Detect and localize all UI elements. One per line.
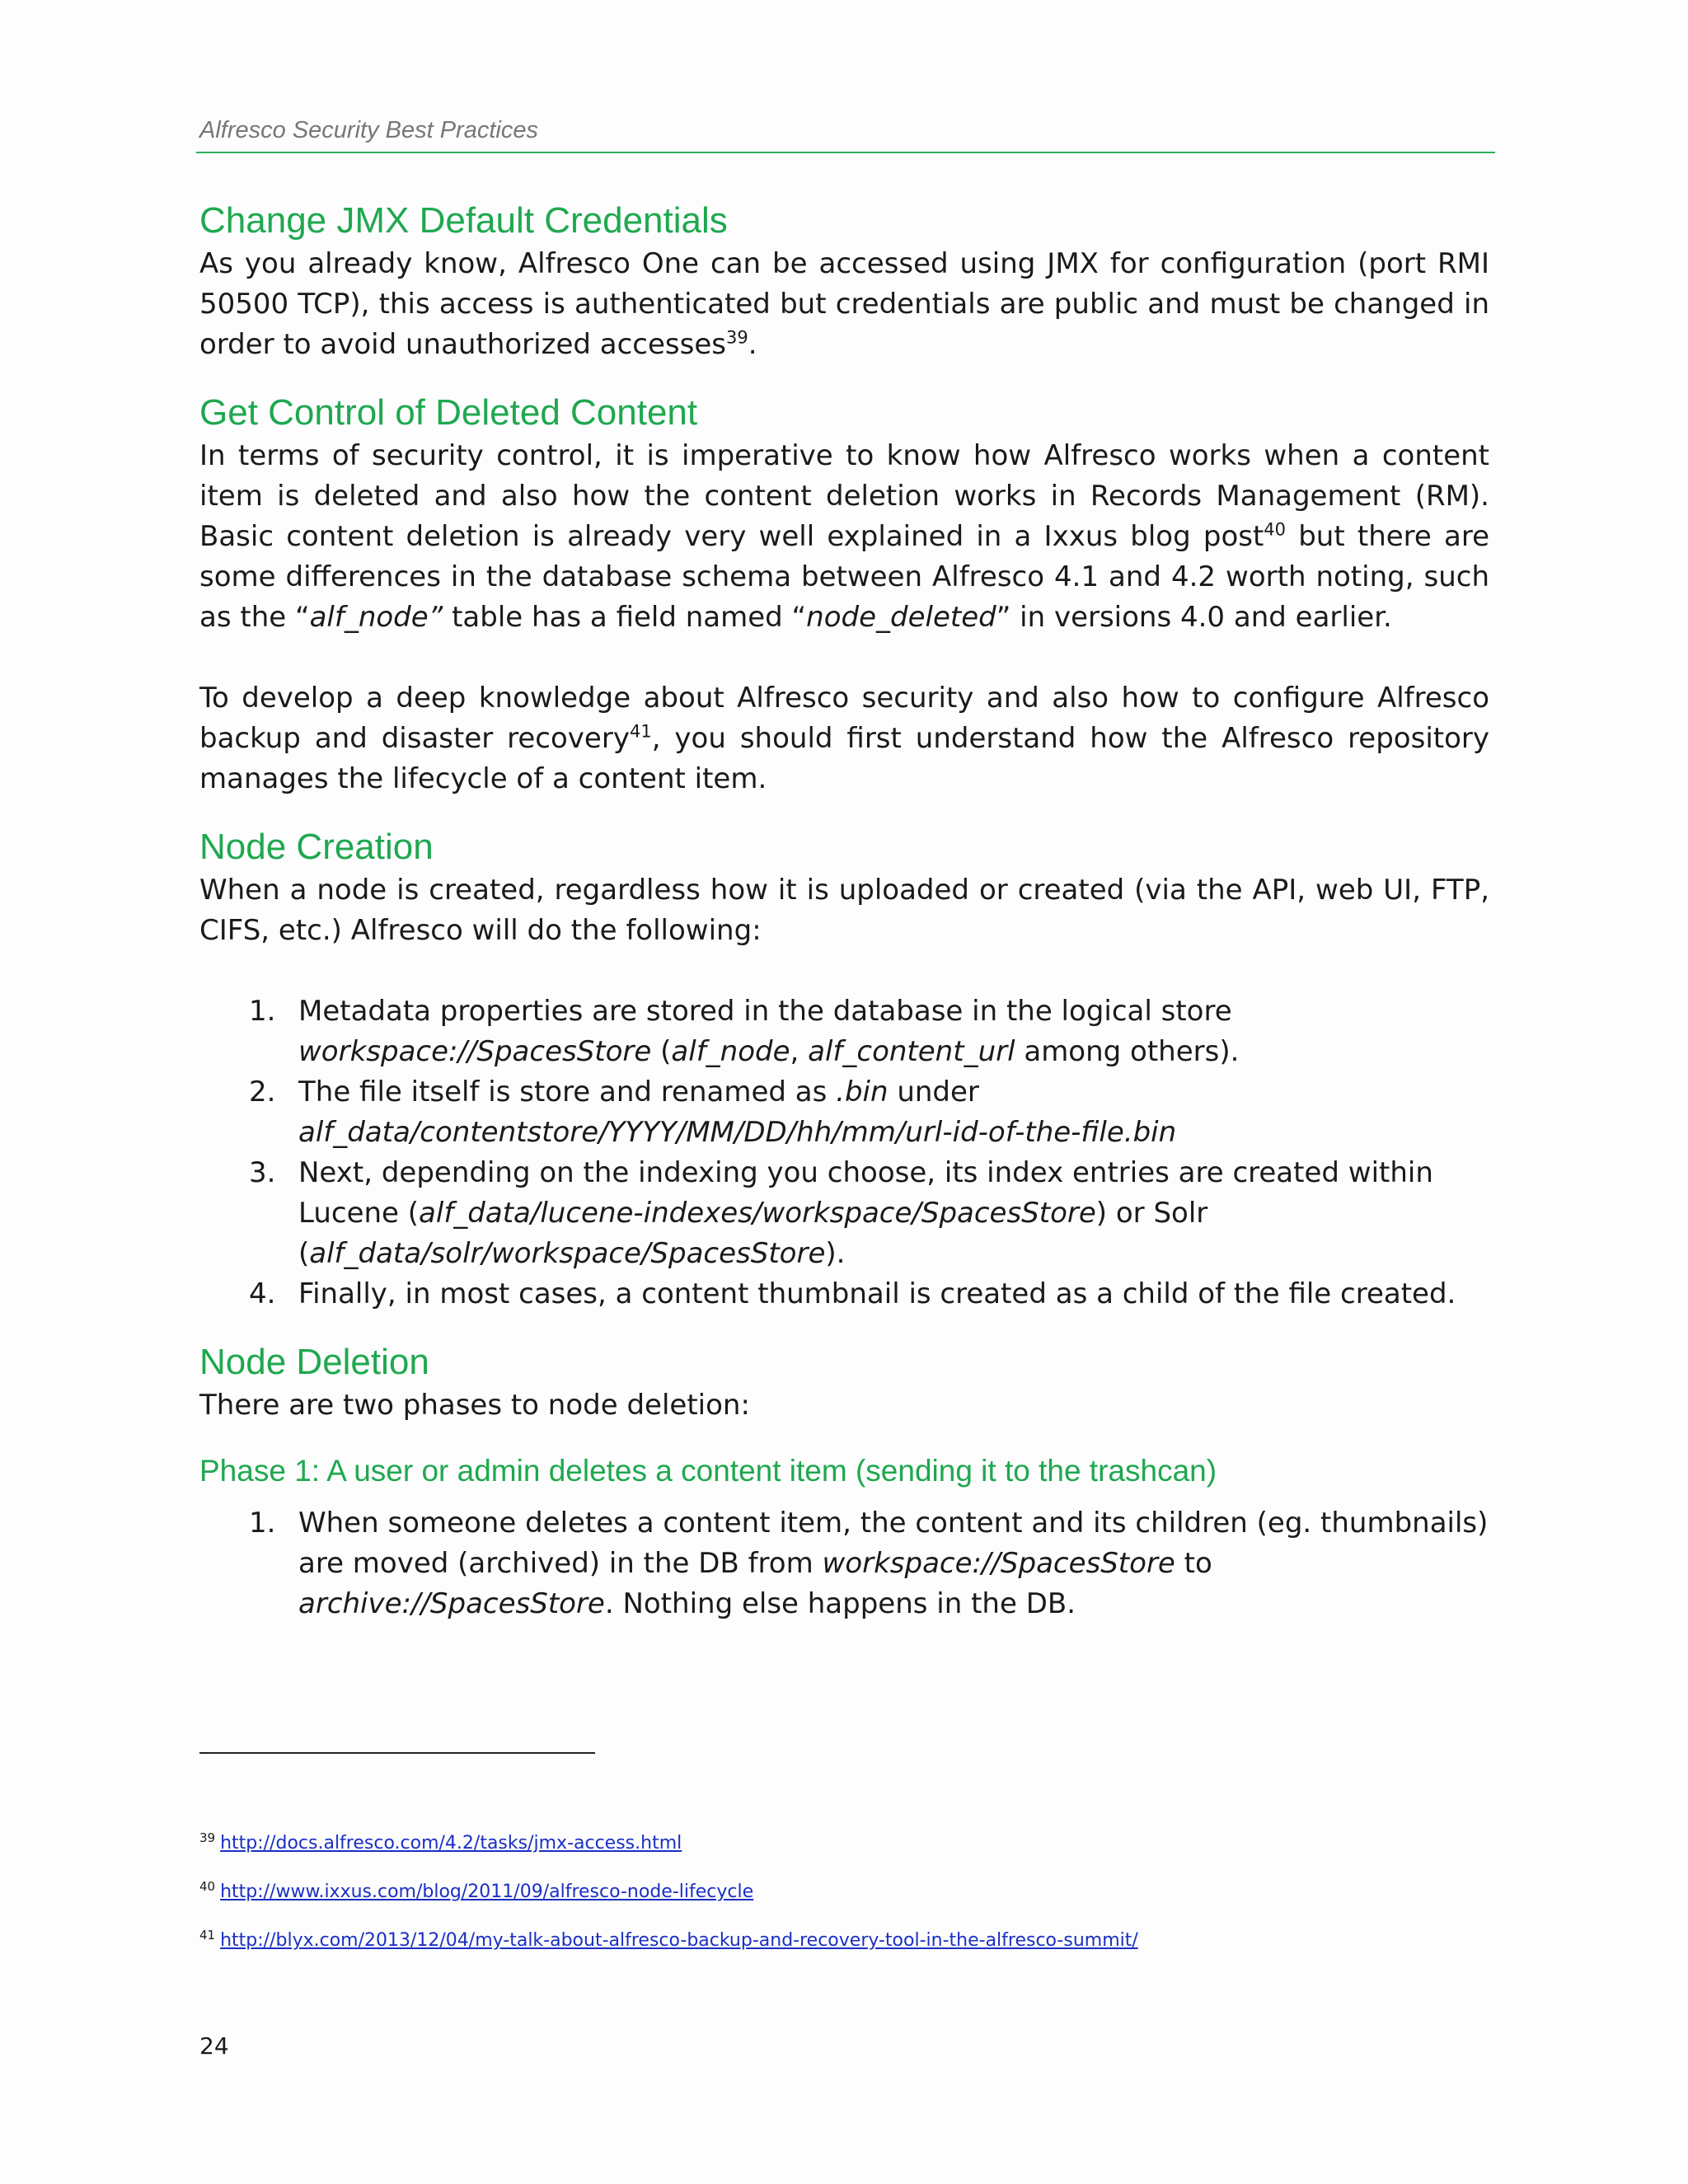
page-number: 24 [199, 2032, 229, 2060]
main-content [199, 198, 1489, 1624]
running-header: Alfresco Security Best Practices [199, 117, 538, 143]
paragraph-jmx-text: As you already know, Alfresco One can be accessed using JMX for configuration (port RMI 50500 TCP), this access is authenticated but credentials are public and must be changed in order to avoid unauthorized accesses [199, 247, 1489, 361]
footnote-number: 39 [199, 1830, 216, 1845]
heading-node-creation: Node Creation [199, 827, 434, 867]
italic-term: alf_node [671, 1035, 790, 1068]
heading-deleted-content: Get Control of Deleted Content [199, 392, 698, 433]
list-item [199, 1503, 1489, 1624]
italic-term: archive://SpacesStore [298, 1587, 605, 1620]
italic-path: alf_data/lucene-indexes/workspace/SpacesStore [419, 1197, 1096, 1230]
header-rule [196, 152, 1495, 153]
paragraph-deleted-1 [199, 436, 1489, 638]
footnote-link-41[interactable]: http://blyx.com/2013/12/04/my-talk-about-alfresco-backup-and-recovery-tool-in-the-alfresco-summit/ [220, 1930, 1138, 1951]
heading-phase-1: Phase 1: A user or admin deletes a content item (sending it to the trashcan) [199, 1454, 1217, 1488]
text-segment: under [888, 1076, 979, 1108]
italic-path: alf_data/solr/workspace/SpacesStore [309, 1237, 826, 1270]
list-number: 1. [249, 995, 276, 1028]
list-item [199, 1153, 1489, 1274]
italic-term-node-deleted: node_deleted [806, 601, 996, 634]
text-segment: Next, depending on the indexing you choose, its index entries are created within Lucene ( [298, 1156, 1433, 1230]
italic-path: alf_data/contentstore/YYYY/MM/DD/hh/mm/url-id-of-the-file.bin [298, 1116, 1177, 1149]
text-segment: ( [651, 1035, 672, 1068]
list-number: 4. [249, 1277, 276, 1310]
italic-term: alf_content_url [808, 1035, 1015, 1068]
footnote-number: 40 [199, 1878, 216, 1894]
text-segment: Finally, in most cases, a content thumbnail is created as a child of the file created. [298, 1277, 1456, 1310]
text-segment: ). [825, 1237, 846, 1270]
footnotes [199, 1831, 1485, 1977]
footnote-39 [199, 1831, 1485, 1880]
italic-term: workspace://SpacesStore [822, 1547, 1175, 1580]
footnote-separator [199, 1752, 595, 1754]
text-segment: To develop a deep knowledge about Alfresco security and also how to configure Alfresco backup and disaster recovery [199, 682, 1489, 755]
italic-term-alf-node: alf_node” [309, 601, 443, 634]
list-item [199, 991, 1489, 1072]
text-segment: among others). [1015, 1035, 1240, 1068]
footnote-ref-39[interactable]: 39 [725, 327, 748, 348]
italic-term: workspace://SpacesStore [298, 1035, 652, 1068]
footnote-ref-40[interactable]: 40 [1264, 519, 1287, 540]
text-segment: ” in versions 4.0 and earlier. [996, 601, 1392, 634]
phase1-steps-list [199, 1503, 1489, 1624]
paragraph-creation-intro: When a node is created, regardless how it is uploaded or created (via the API, web UI, FTP, CIFS, etc.) Alfresco will do the following: [199, 874, 1489, 947]
text-segment: When someone deletes a content item, the content and its children (eg. thumbnails) are moved (archived) in the DB from [298, 1507, 1489, 1580]
paragraph-jmx-end: . [748, 328, 757, 361]
text-segment: , [790, 1035, 809, 1068]
text-segment: Metadata properties are stored in the database in the logical store [298, 995, 1232, 1028]
paragraph-jmx [199, 244, 1489, 365]
text-segment: ) or Solr ( [298, 1197, 1208, 1270]
creation-steps-list [199, 991, 1489, 1315]
heading-node-deletion: Node Deletion [199, 1342, 429, 1382]
footnote-41 [199, 1929, 1485, 1977]
text-segment: . Nothing else happens in the DB. [604, 1587, 1076, 1620]
heading-jmx-credentials: Change JMX Default Credentials [199, 200, 728, 241]
footnote-link-40[interactable]: http://www.ixxus.com/blog/2011/09/alfresco-node-lifecycle [220, 1882, 754, 1902]
text-segment: to [1175, 1547, 1212, 1580]
footnote-number: 41 [199, 1927, 216, 1943]
text-segment: In terms of security control, it is imperative to know how Alfresco works when a content item is deleted and also how the content deletion works in Records Management (RM). Basic content deletion is already very well explained in a Ixxus blog post [199, 439, 1489, 553]
list-number: 2. [249, 1076, 276, 1108]
list-number: 3. [249, 1156, 276, 1189]
list-item [199, 1072, 1489, 1153]
footnote-40 [199, 1880, 1485, 1929]
italic-term: .bin [836, 1076, 889, 1108]
footnote-link-39[interactable]: http://docs.alfresco.com/4.2/tasks/jmx-access.html [220, 1833, 682, 1854]
text-segment: table has a field named “ [443, 601, 807, 634]
list-item [199, 1274, 1489, 1315]
text-segment: , you should first understand how the Alfresco repository manages the lifecycle of a content item. [199, 722, 1489, 795]
paragraph-deleted-2 [199, 678, 1489, 799]
text-segment: The file itself is store and renamed as [298, 1076, 837, 1108]
list-number: 1. [249, 1507, 276, 1540]
footnote-ref-41[interactable]: 41 [629, 721, 652, 742]
paragraph-deletion-intro: There are two phases to node deletion: [199, 1389, 750, 1422]
text-segment: but there are some differences in the database schema between Alfresco 4.1 and 4.2 worth noting, such as the “ [199, 520, 1489, 634]
